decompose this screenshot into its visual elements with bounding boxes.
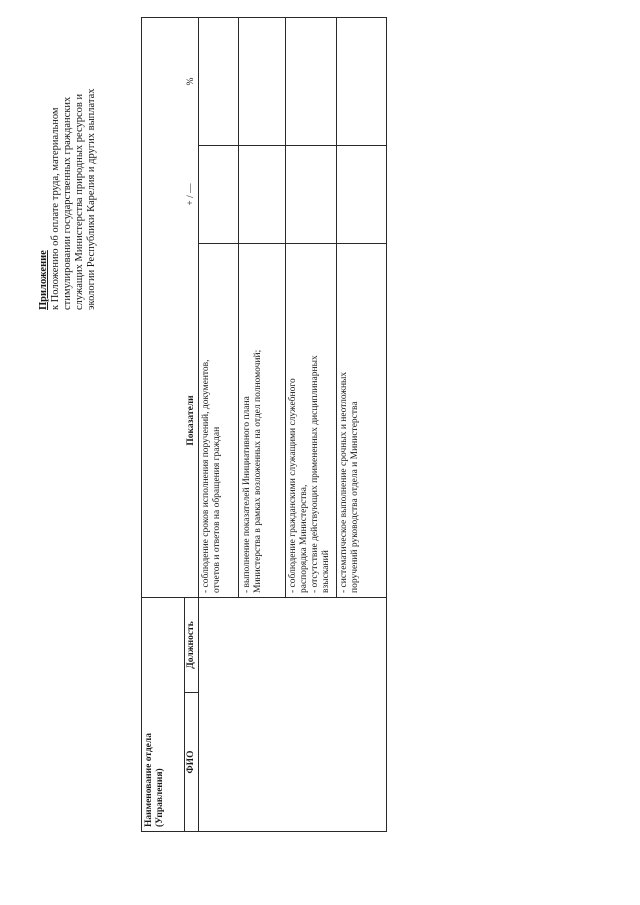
indicator-2-line-2: Министерства в рамках возложенных на отдел полномочий; xyxy=(253,349,263,593)
indicators-header: Показатели xyxy=(186,395,196,446)
indicator-row-divider-1 xyxy=(238,18,239,597)
indicator-3-line-4: взысканий xyxy=(321,550,331,593)
indicator-1 xyxy=(201,248,223,593)
indicator-row-divider-2 xyxy=(285,18,286,597)
position-header: Должность xyxy=(186,621,196,669)
indicator-3-line-1: - соблюдение гражданскими служащими служебного xyxy=(288,378,298,593)
appendix-line-4: экологии Республики Карелия и других выплатах xyxy=(86,88,97,310)
indicator-3 xyxy=(288,248,332,593)
indicator-4-line-1: - систематическое выполнение срочных и неотложных xyxy=(339,371,349,593)
indicator-2-line-1: - выполнение показателей Инициативного плана xyxy=(242,396,252,593)
table-border-top xyxy=(141,17,142,832)
table-border-bottom xyxy=(386,17,387,832)
department-header xyxy=(144,602,166,827)
indicator-3-line-2: распорядка Министерства, xyxy=(299,484,309,593)
appendix-line-2: стимулировании государственных гражданских xyxy=(62,96,73,310)
appendix-line-1: к Положению об оплате труда, материальном xyxy=(50,107,61,310)
appendix-title: Приложение xyxy=(38,250,49,310)
percent-header: % xyxy=(186,77,196,86)
position-column-divider xyxy=(141,597,387,598)
department-header-divider xyxy=(184,597,185,832)
table-border-right xyxy=(141,17,387,18)
indicator-1-line-1: - соблюдение сроков исполнения поручений, документов, xyxy=(201,359,211,593)
department-header-line-2: (Управления) xyxy=(155,768,165,827)
plusminus-column-divider xyxy=(198,145,386,146)
plusminus-header: + / — xyxy=(186,183,196,206)
indicator-4-line-2: поручений руководства отдела и Министерства xyxy=(350,401,360,593)
appendix-line-3: служащих Министерства природных ресурсов и xyxy=(74,93,85,310)
indicator-row-divider-3 xyxy=(336,18,337,597)
fio-header: ФИО xyxy=(186,750,196,774)
indicator-4 xyxy=(339,248,361,593)
indicator-2 xyxy=(242,248,264,593)
header-row-divider xyxy=(198,17,199,832)
table-border-left xyxy=(141,831,387,832)
indicators-column-divider xyxy=(198,243,386,244)
indicator-1-line-2: отчетов и ответов на обращения граждан xyxy=(212,426,222,593)
department-header-line-1: Наименование отдела xyxy=(144,733,154,827)
indicator-3-line-3: - отсутствие действующих примененных дисциплинарных xyxy=(310,355,320,593)
